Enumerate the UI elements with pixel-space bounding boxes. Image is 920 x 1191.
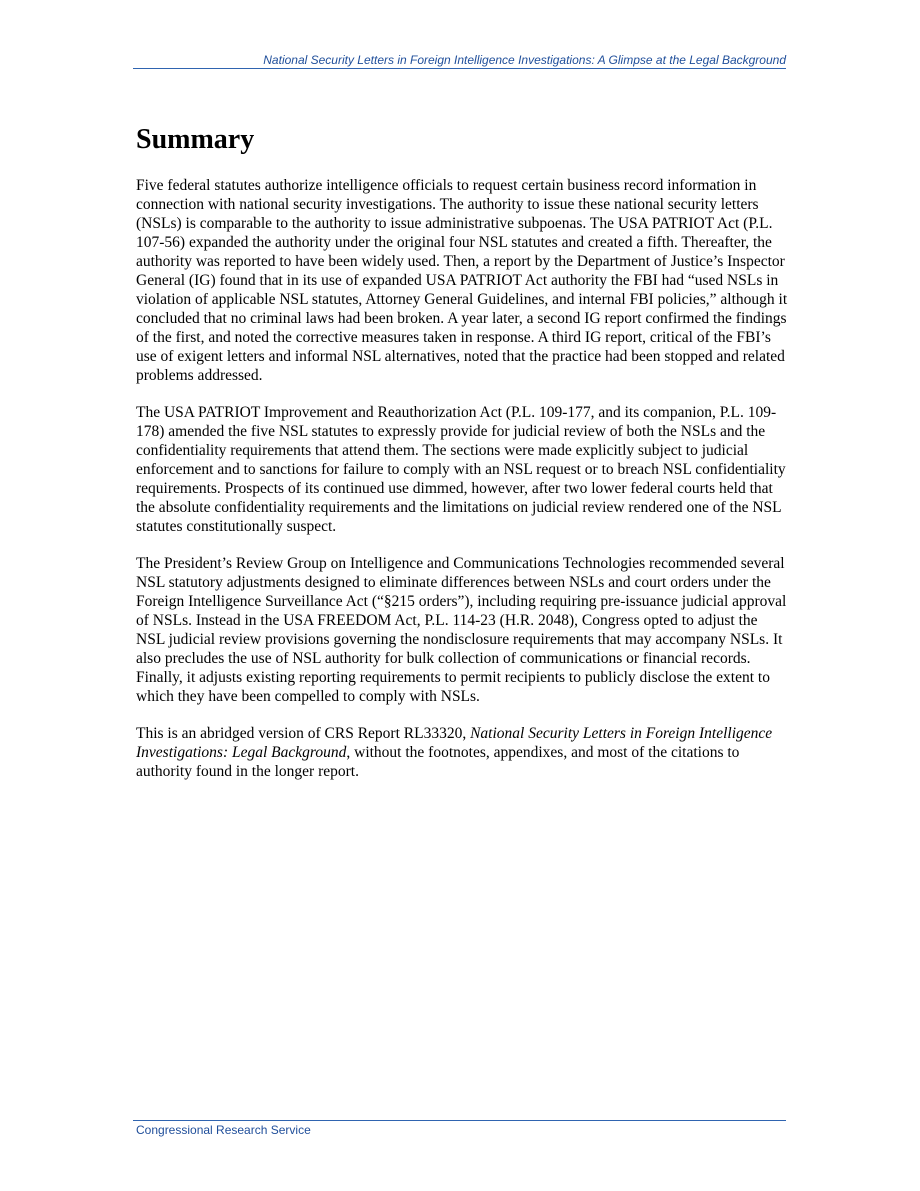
- footer-org-name: Congressional Research Service: [136, 1123, 311, 1137]
- summary-paragraph-2: The USA PATRIOT Improvement and Reauthorization Act (P.L. 109-177, and its companion, P.L. 109-178) amended the five NSL statutes to expressly provide for judicial review of both the NSLs and the confidentiality requirements that attend them. The sections were made explicitly subject to judicial enforcement and to sanctions for failure to comply with an NSL request or to breach NSL confidentiality requirements. Prospects of its continued use dimmed, however, after two lower federal courts held that the absolute confidentiality requirements and the limitations on judicial review rendered one of the NSL statutes constitutionally suspect.: [136, 404, 786, 535]
- summary-paragraph-1: Five federal statutes authorize intelligence officials to request certain business record information in connection with national security investigations. The authority to issue these national security letters (NSLs) is comparable to the authority to issue administrative subpoenas. The USA PATRIOT Act (P.L. 107-56) expanded the authority under the original four NSL statutes and created a fifth. Thereafter, the authority was reported to have been widely used. Then, a report by the Department of Justice’s Inspector General (IG) found that in its use of expanded USA PATRIOT Act authority the FBI had “used NSLs in violation of applicable NSL statutes, Attorney General Guidelines, and internal FBI policies,” although it concluded that no criminal laws had been broken. A year later, a second IG report confirmed the findings of the first, and noted the corrective measures taken in response. A third IG report, critical of the FBI’s use of exigent letters and informal NSL alternatives, noted that the practice had been stopped and related problems addressed.: [136, 177, 788, 384]
- summary-paragraph-3: The President’s Review Group on Intelligence and Communications Technologies recommended several NSL statutory adjustments designed to eliminate differences between NSLs and court orders under the Foreign Intelligence Surveillance Act (“§215 orders”), including requiring pre-issuance judicial approval of NSLs. Instead in the USA FREEDOM Act, P.L. 114-23 (H.R. 2048), Congress opted to adjust the NSL judicial review provisions governing the nondisclosure requirements that may accompany NSLs. It also precludes the use of NSL authority for bulk collection of communications or financial records. Finally, it adjusts existing reporting requirements to permit recipients to publicly disclose the extent to which they have been compelled to comply with NSLs.: [136, 555, 787, 705]
- footer-rule: [133, 1120, 786, 1121]
- summary-body: [136, 176, 790, 799]
- report-title: National Security Letters in Foreign Intelligence Investigations: Legal Background: [136, 725, 773, 761]
- summary-paragraph-4: [136, 724, 790, 781]
- header-rule: [133, 68, 786, 69]
- running-header-title: National Security Letters in Foreign Intelligence Investigations: A Glimpse at the Legal Background: [263, 53, 786, 67]
- abridged-note-lead: This is an abridged version of CRS Report RL33320,: [136, 725, 471, 742]
- abridged-note-tail: , without the footnotes, appendixes, and most of the citations to authority found in the longer report.: [136, 744, 740, 780]
- page-title: Summary: [136, 124, 255, 155]
